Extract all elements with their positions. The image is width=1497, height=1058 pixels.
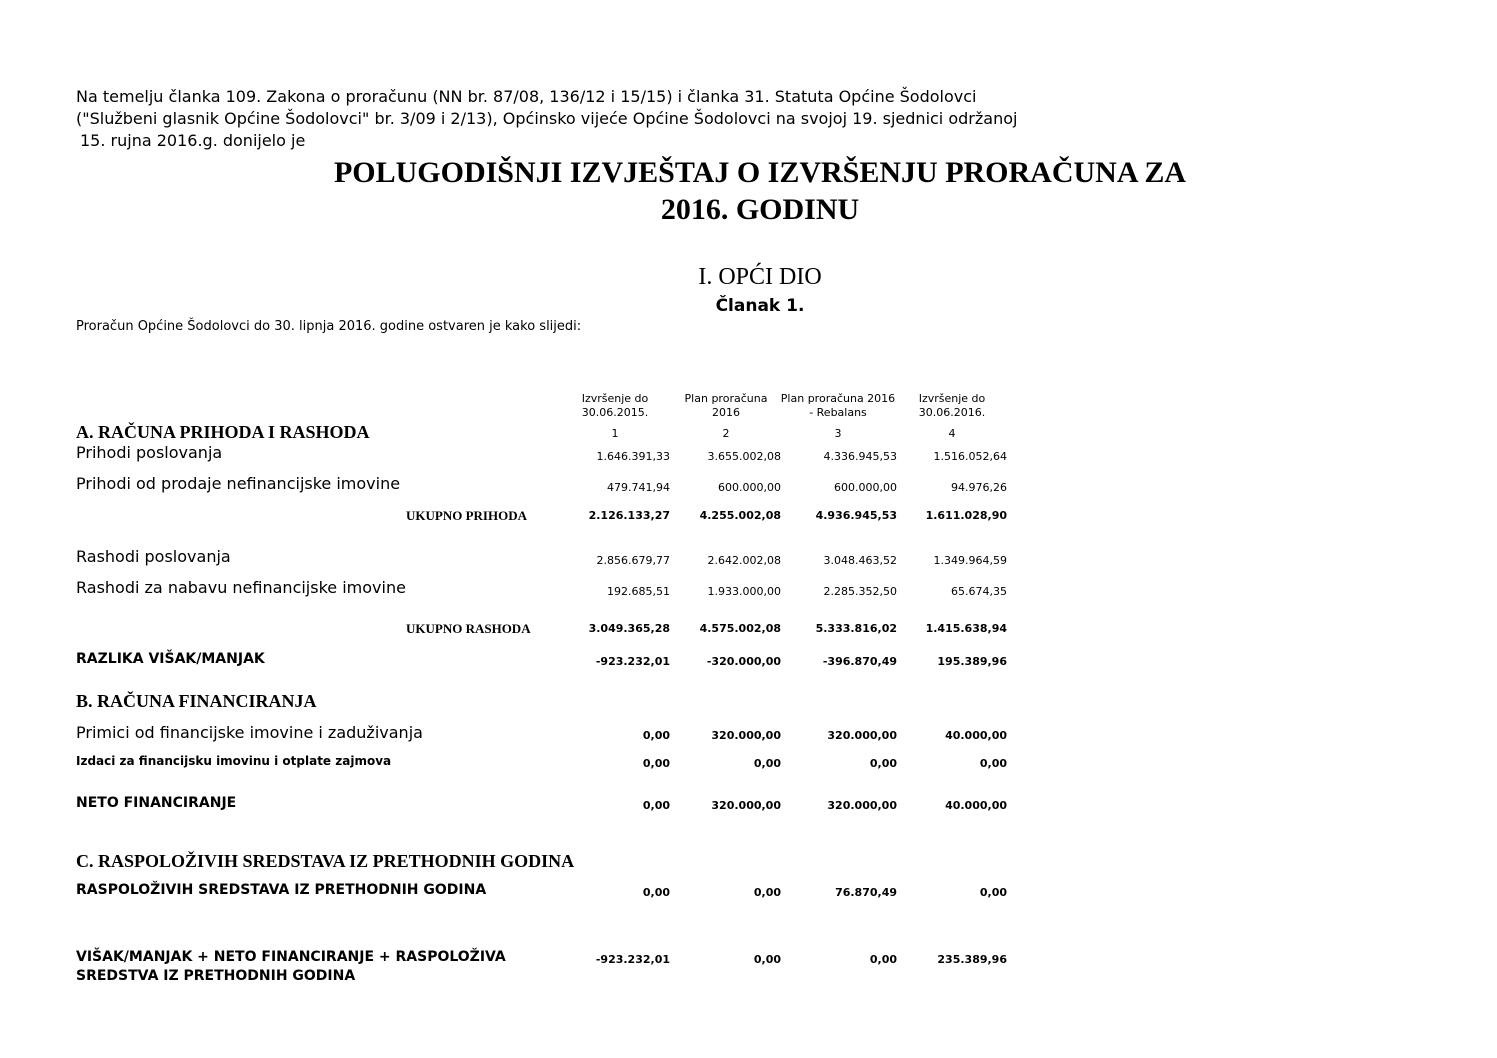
cell-raspolozivih-1: 0,00 (642, 886, 670, 899)
row-label-rashodi-poslovanja: Rashodi poslovanja (76, 547, 231, 566)
cell-primici-2: 320.000,00 (711, 729, 781, 742)
document-title-line-2: 2016. GODINU (660, 193, 860, 226)
cell-rashodi-poslovanja-1: 2.856.679,77 (596, 554, 670, 567)
row-label-rashodi-nabava: Rashodi za nabavu nefinancijske imovine (76, 578, 406, 597)
cell-ukupno-rashoda-4: 1.415.638,94 (925, 622, 1007, 635)
cell-ukupno-prihoda-3: 4.936.945,53 (815, 509, 897, 522)
row-label-visak-line-1: VIŠAK/MANJAK + NETO FINANCIRANJE + RASPOLOŽIVA (76, 949, 506, 965)
lead-text: Proračun Općine Šodolovci do 30. lipnja 2016. godine ostvaren je kako slijedi: (76, 319, 582, 334)
cell-prihodi-poslovanja-4: 1.516.052,64 (933, 450, 1007, 463)
cell-raspolozivih-3: 76.870,49 (835, 886, 897, 899)
cell-primici-1: 0,00 (642, 729, 670, 742)
cell-razlika-3: -396.870,49 (822, 655, 897, 668)
section-b-heading: B. RAČUNA FINANCIRANJA (76, 691, 317, 711)
cell-rashodi-nabava-1: 192.685,51 (607, 585, 670, 598)
intro-line-3: 15. rujna 2016.g. donijelo je (80, 131, 306, 150)
cell-izdaci-2: 0,00 (753, 757, 781, 770)
column-number-4: 4 (948, 427, 956, 440)
cell-visak-4: 235.389,96 (937, 953, 1007, 966)
cell-razlika-4: 195.389,96 (937, 655, 1007, 668)
cell-ukupno-prihoda-4: 1.611.028,90 (925, 509, 1007, 522)
cell-izdaci-1: 0,00 (642, 757, 670, 770)
intro-line-1: Na temelju članka 109. Zakona o proračunu (NN br. 87/08, 136/12 i 15/15) i članka 31. Statuta Općine Šodolovci (76, 87, 977, 106)
cell-primici-3: 320.000,00 (827, 729, 897, 742)
row-label-neto-financiranje: NETO FINANCIRANJE (76, 795, 237, 811)
cell-ukupno-rashoda-1: 3.049.365,28 (588, 622, 670, 635)
cell-rashodi-nabava-2: 1.933.000,00 (707, 585, 781, 598)
part-heading: I. OPĆI DIO (698, 264, 822, 290)
cell-razlika-1: -923.232,01 (595, 655, 670, 668)
cell-prihodi-prodaja-2: 600.000,00 (718, 481, 781, 494)
cell-prihodi-poslovanja-1: 1.646.391,33 (596, 450, 670, 463)
intro-line-2: ("Službeni glasnik Općine Šodolovci" br. 3/09 i 2/13), Općinsko vijeće Općine Šodolovci na svojoj 19. sjednici održanoj (76, 109, 1018, 128)
cell-neto-1: 0,00 (642, 799, 670, 812)
cell-prihodi-poslovanja-2: 3.655.002,08 (707, 450, 781, 463)
cell-rashodi-poslovanja-2: 2.642.002,08 (707, 554, 781, 567)
cell-rashodi-nabava-4: 65.674,35 (951, 585, 1007, 598)
cell-rashodi-nabava-3: 2.285.352,50 (823, 585, 897, 598)
cell-razlika-2: -320.000,00 (706, 655, 781, 668)
row-label-razlika: RAZLIKA VIŠAK/MANJAK (76, 651, 265, 667)
column-header-1: Izvršenje do 30.06.2015. (581, 392, 649, 419)
cell-prihodi-poslovanja-3: 4.336.945,53 (823, 450, 897, 463)
row-label-ukupno-prihoda: UKUPNO PRIHODA (406, 508, 527, 523)
column-number-2: 2 (722, 427, 730, 440)
cell-prihodi-prodaja-4: 94.976,26 (951, 481, 1007, 494)
cell-primici-4: 40.000,00 (945, 729, 1007, 742)
cell-prihodi-prodaja-1: 479.741,94 (607, 481, 670, 494)
cell-raspolozivih-2: 0,00 (753, 886, 781, 899)
column-number-1: 1 (611, 427, 619, 440)
column-header-3: Plan proračuna 2016 - Rebalans (780, 392, 896, 419)
cell-rashodi-poslovanja-3: 3.048.463,52 (823, 554, 897, 567)
row-label-izdaci: Izdaci za financijsku imovinu i otplate zajmova (76, 754, 392, 768)
cell-neto-3: 320.000,00 (827, 799, 897, 812)
cell-izdaci-3: 0,00 (869, 757, 897, 770)
cell-ukupno-prihoda-1: 2.126.133,27 (588, 509, 670, 522)
row-label-prihodi-poslovanja: Prihodi poslovanja (76, 443, 223, 462)
cell-rashodi-poslovanja-4: 1.349.964,59 (933, 554, 1007, 567)
cell-izdaci-4: 0,00 (979, 757, 1007, 770)
row-label-ukupno-rashoda: UKUPNO RASHODA (406, 621, 531, 636)
row-label-prihodi-prodaja: Prihodi od prodaje nefinancijske imovine (76, 474, 401, 493)
cell-visak-3: 0,00 (869, 953, 897, 966)
column-number-3: 3 (834, 427, 842, 440)
cell-neto-4: 40.000,00 (945, 799, 1007, 812)
cell-visak-1: -923.232,01 (595, 953, 670, 966)
document-title-line-1: POLUGODIŠNJI IZVJEŠTAJ O IZVRŠENJU PRORAČUNA ZA (333, 156, 1187, 189)
column-header-4: Izvršenje do 30.06.2016. (918, 392, 986, 419)
section-a-heading: A. RAČUNA PRIHODA I RASHODA (76, 422, 370, 442)
row-label-primici: Primici od financijske imovine i zaduživanja (76, 723, 423, 742)
cell-visak-2: 0,00 (753, 953, 781, 966)
row-label-raspolozivih: RASPOLOŽIVIH SREDSTAVA IZ PRETHODNIH GODINA (76, 882, 487, 898)
column-header-2: Plan proračuna 2016 (684, 392, 768, 419)
section-c-heading: C. RASPOLOŽIVIH SREDSTAVA IZ PRETHODNIH GODINA (76, 851, 575, 871)
cell-ukupno-rashoda-3: 5.333.816,02 (815, 622, 897, 635)
cell-prihodi-prodaja-3: 600.000,00 (834, 481, 897, 494)
cell-neto-2: 320.000,00 (711, 799, 781, 812)
cell-ukupno-rashoda-2: 4.575.002,08 (699, 622, 781, 635)
cell-raspolozivih-4: 0,00 (979, 886, 1007, 899)
row-label-visak-line-2: SREDSTVA IZ PRETHODNIH GODINA (76, 968, 356, 984)
cell-ukupno-prihoda-2: 4.255.002,08 (699, 509, 781, 522)
article-heading: Članak 1. (715, 296, 805, 316)
